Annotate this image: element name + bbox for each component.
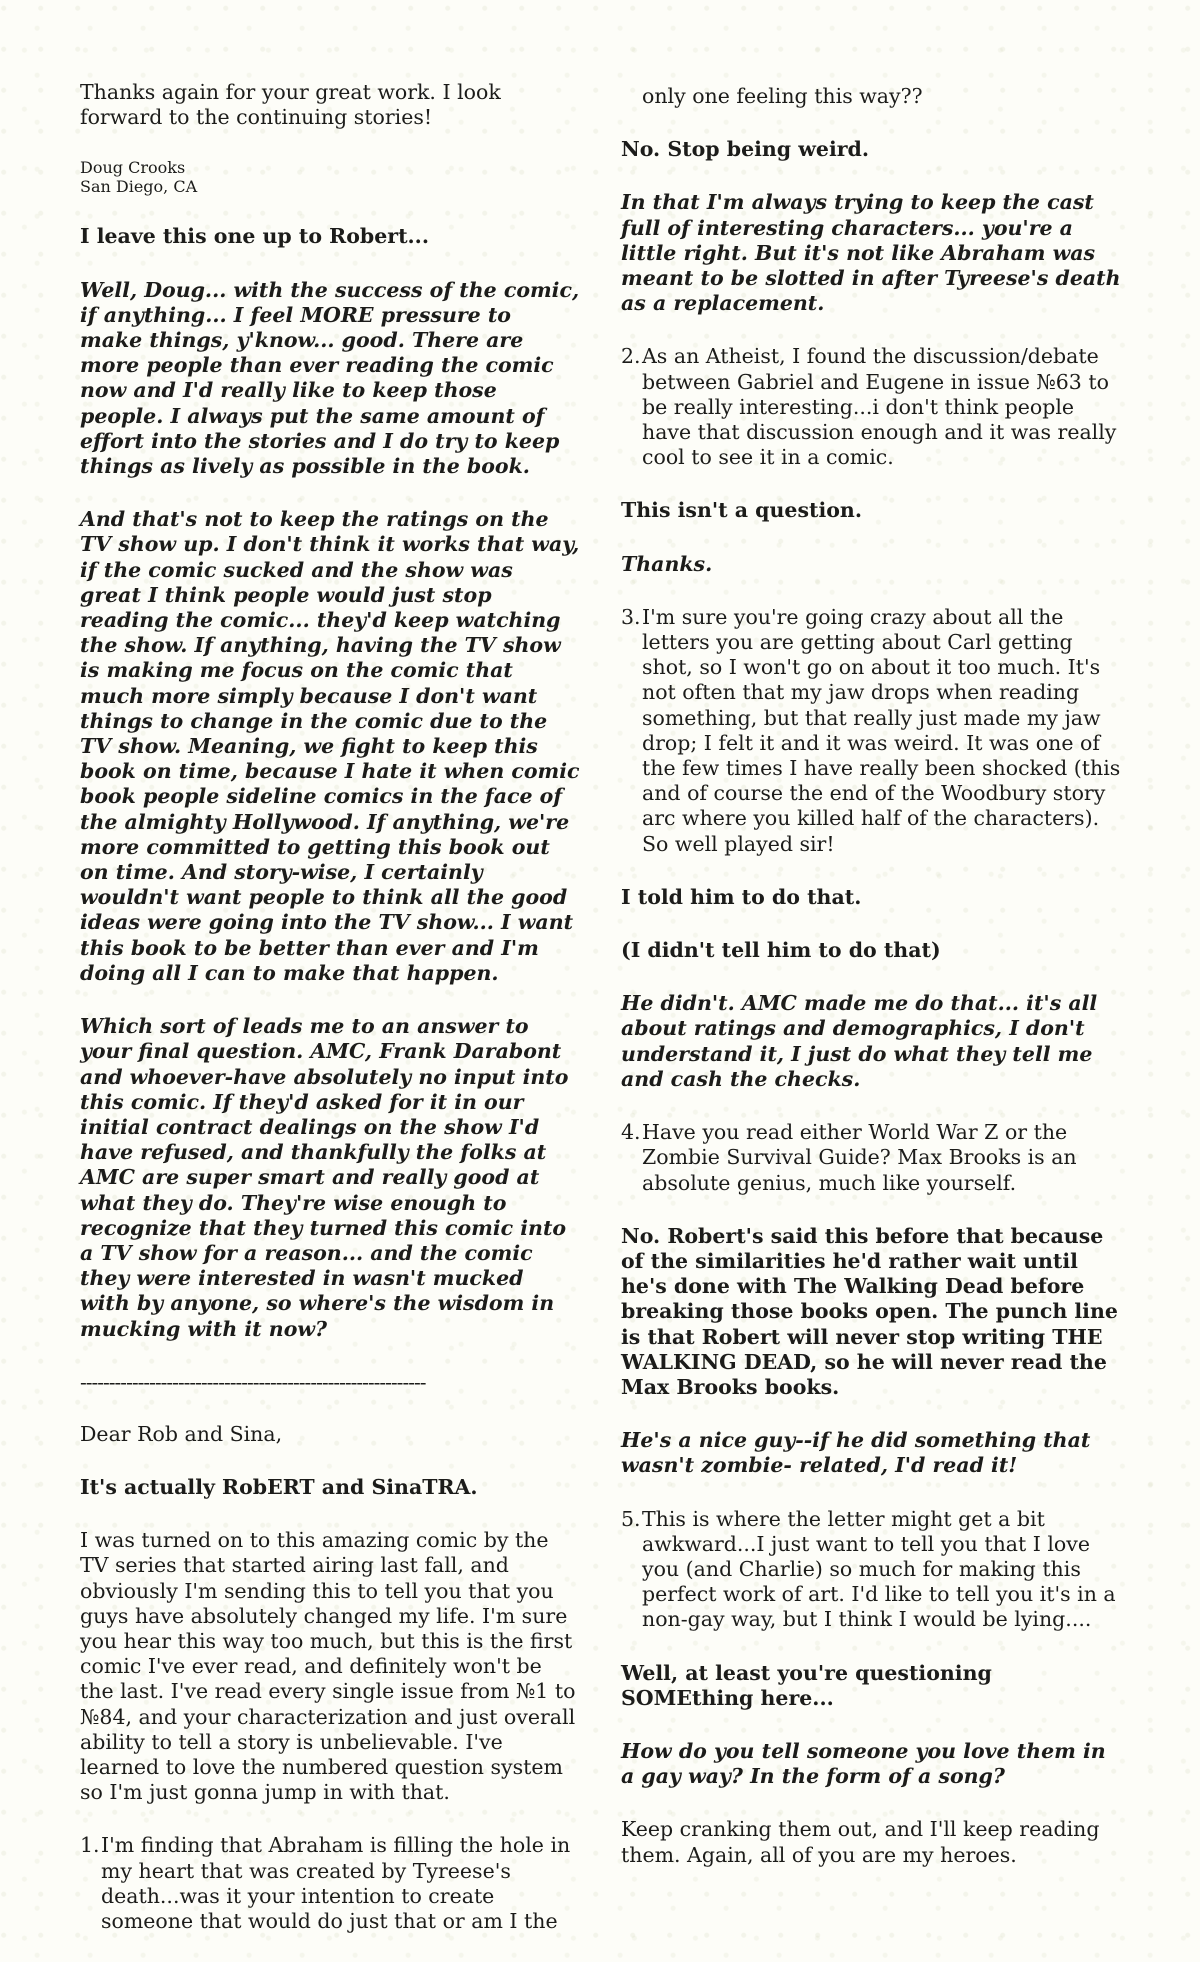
question-text: Have you read either World War Z or the Zombie Survival Guide? Max Brooks is an absolute genius, much like yourself. bbox=[642, 1120, 1077, 1195]
editor-answer: I told him to do that. bbox=[621, 884, 862, 909]
editor-answer: This isn't a question. bbox=[621, 498, 862, 523]
question-number: 1. bbox=[80, 1833, 100, 1858]
letter-signature bbox=[80, 158, 580, 196]
writer-answer: Thanks. bbox=[621, 551, 713, 576]
writer-answer: In that I'm always trying to keep the cast full of interesting characters... you're a little right. But it's not like Abraham was meant to be slotted in after Tyreese's death as a replacement. bbox=[621, 190, 1121, 316]
writer-answer: How do you tell someone you love them in a gay way? In the form of a song? bbox=[621, 1738, 1106, 1789]
signature-location: San Diego, CA bbox=[80, 177, 198, 197]
numbered-question bbox=[80, 1833, 580, 1934]
question-number: 4. bbox=[621, 1120, 641, 1145]
writer-answer: Well, Doug... with the success of the comic, if anything... I feel MORE pressure to make things, y'know... good. There are more people than ever reading the comic now and I'd really like to keep those people. I always put the same amount of effort into the stories and I do try to keep things as lively as possible in the book. bbox=[80, 277, 580, 479]
numbered-question bbox=[621, 344, 1121, 470]
numbered-question-continued bbox=[621, 84, 1121, 109]
editor-answer: Well, at least you're questioning SOMEthing here... bbox=[621, 1660, 992, 1710]
left-column bbox=[80, 80, 580, 1962]
question-text: As an Atheist, I found the discussion/debate between Gabriel and Eugene in issue №63 to be really interesting...i don't think people have that discussion enough and it was really cool to see it in a comic. bbox=[642, 344, 1117, 470]
question-number: 3. bbox=[621, 604, 641, 629]
signature-name: Doug Crooks bbox=[80, 158, 186, 178]
right-column bbox=[621, 84, 1121, 1896]
question-number: 5. bbox=[621, 1506, 641, 1531]
editor-answer: No. Robert's said this before that because of the similarities he'd rather wait until he's done with The Walking Dead before breaking those books open. The punch line is that Robert will never stop writing THE WALKING DEAD, so he will never read the Max Brooks books. bbox=[621, 1223, 1118, 1399]
numbered-question bbox=[621, 1120, 1121, 1196]
question-text: I'm finding that Abraham is filling the hole in my heart that was created by Tyreese's death...was it your intention to create someone that would do just that or am I the bbox=[101, 1833, 571, 1933]
letter-salutation: Dear Rob and Sina, bbox=[80, 1421, 283, 1446]
question-number: 2. bbox=[621, 344, 641, 369]
question-text: only one feeling this way?? bbox=[642, 84, 923, 108]
letter-divider: ------------------------------------------------------------ bbox=[80, 1369, 426, 1394]
letter-body: I was turned on to this amazing comic by the TV series that started airing last fall, and obviously I'm sending this to tell you that you guys have absolutely changed my life. I'm sure you hear this way too much, but this is the first comic I've ever read, and definitely won't be the last. I've read every single issue from №1 to №84, and your characterization and just overall ability to tell a story is unbelievable. I've learned to love the numbered question system so I'm just gonna jump in with that. bbox=[80, 1528, 576, 1805]
writer-answer: He's a nice guy--if he did something that wasn't zombie- related, I'd read it! bbox=[621, 1428, 1091, 1478]
numbered-question bbox=[621, 1507, 1121, 1633]
question-text: I'm sure you're going crazy about all the letters you are getting about Carl getting shot, so I won't go on about it too much. It's not often that my jaw drops when reading something, but that really just made my jaw drop; I felt it and it was weird. It was one of the few times I have really been shocked (this and of course the end of the Woodbury story arc where you killed half of the characters). So well played sir! bbox=[642, 604, 1121, 856]
letter-closing: Keep cranking them out, and I'll keep reading them. Again, all of you are my heroes. bbox=[621, 1817, 1100, 1867]
editor-answer: It's actually RobERT and SinaTRA. bbox=[80, 1474, 478, 1499]
question-text: This is where the letter might get a bit awkward...I just want to tell you that I love you (and Charlie) so much for making this perfect work of art. I'd like to tell you it's in a non-gay way, but I think I would be lying.... bbox=[642, 1506, 1116, 1632]
letter-closing: Thanks again for your great work. I look forward to the continuing stories! bbox=[80, 80, 501, 130]
editor-answer: I leave this one up to Robert... bbox=[80, 224, 429, 249]
writer-answer: Which sort of leads me to an answer to your final question. AMC, Frank Darabont and whoever-have absolutely no input into this comic. If they'd asked for it in our initial contract dealings on the show I'd have refused, and thankfully the folks at AMC are super smart and really good at what they do. They're wise enough to recognize that they turned this comic into a TV show for a reason... and the comic they were interested in wasn't mucked with by anyone, so where's the wisdom in mucking with it now? bbox=[80, 1014, 569, 1341]
editor-answer: No. Stop being weird. bbox=[621, 137, 870, 162]
writer-answer: And that's not to keep the ratings on the TV show up. I don't think it works that way, if the comic sucked and the show was great I think people would just stop reading the comic... they'd keep watching the show. If anything, having the TV show is making me focus on the comic that much more simply because I don't want things to change in the comic due to the TV show. Meaning, we fight to keep this book on time, because I hate it when comic book people sideline comics in the face of the almighty Hollywood. If anything, we're more committed to getting this book out on time. And story-wise, I certainly wouldn't want people to think all the good ideas were going into the TV show... I want this book to be better than ever and I'm doing all I can to make that happen. bbox=[80, 507, 580, 985]
editor-answer: (I didn't tell him to do that) bbox=[621, 938, 941, 963]
numbered-question bbox=[621, 605, 1121, 857]
writer-answer: He didn't. AMC made me do that... it's all about ratings and demographics, I don't understand it, I just do what they tell me and cash the checks. bbox=[621, 991, 1098, 1091]
